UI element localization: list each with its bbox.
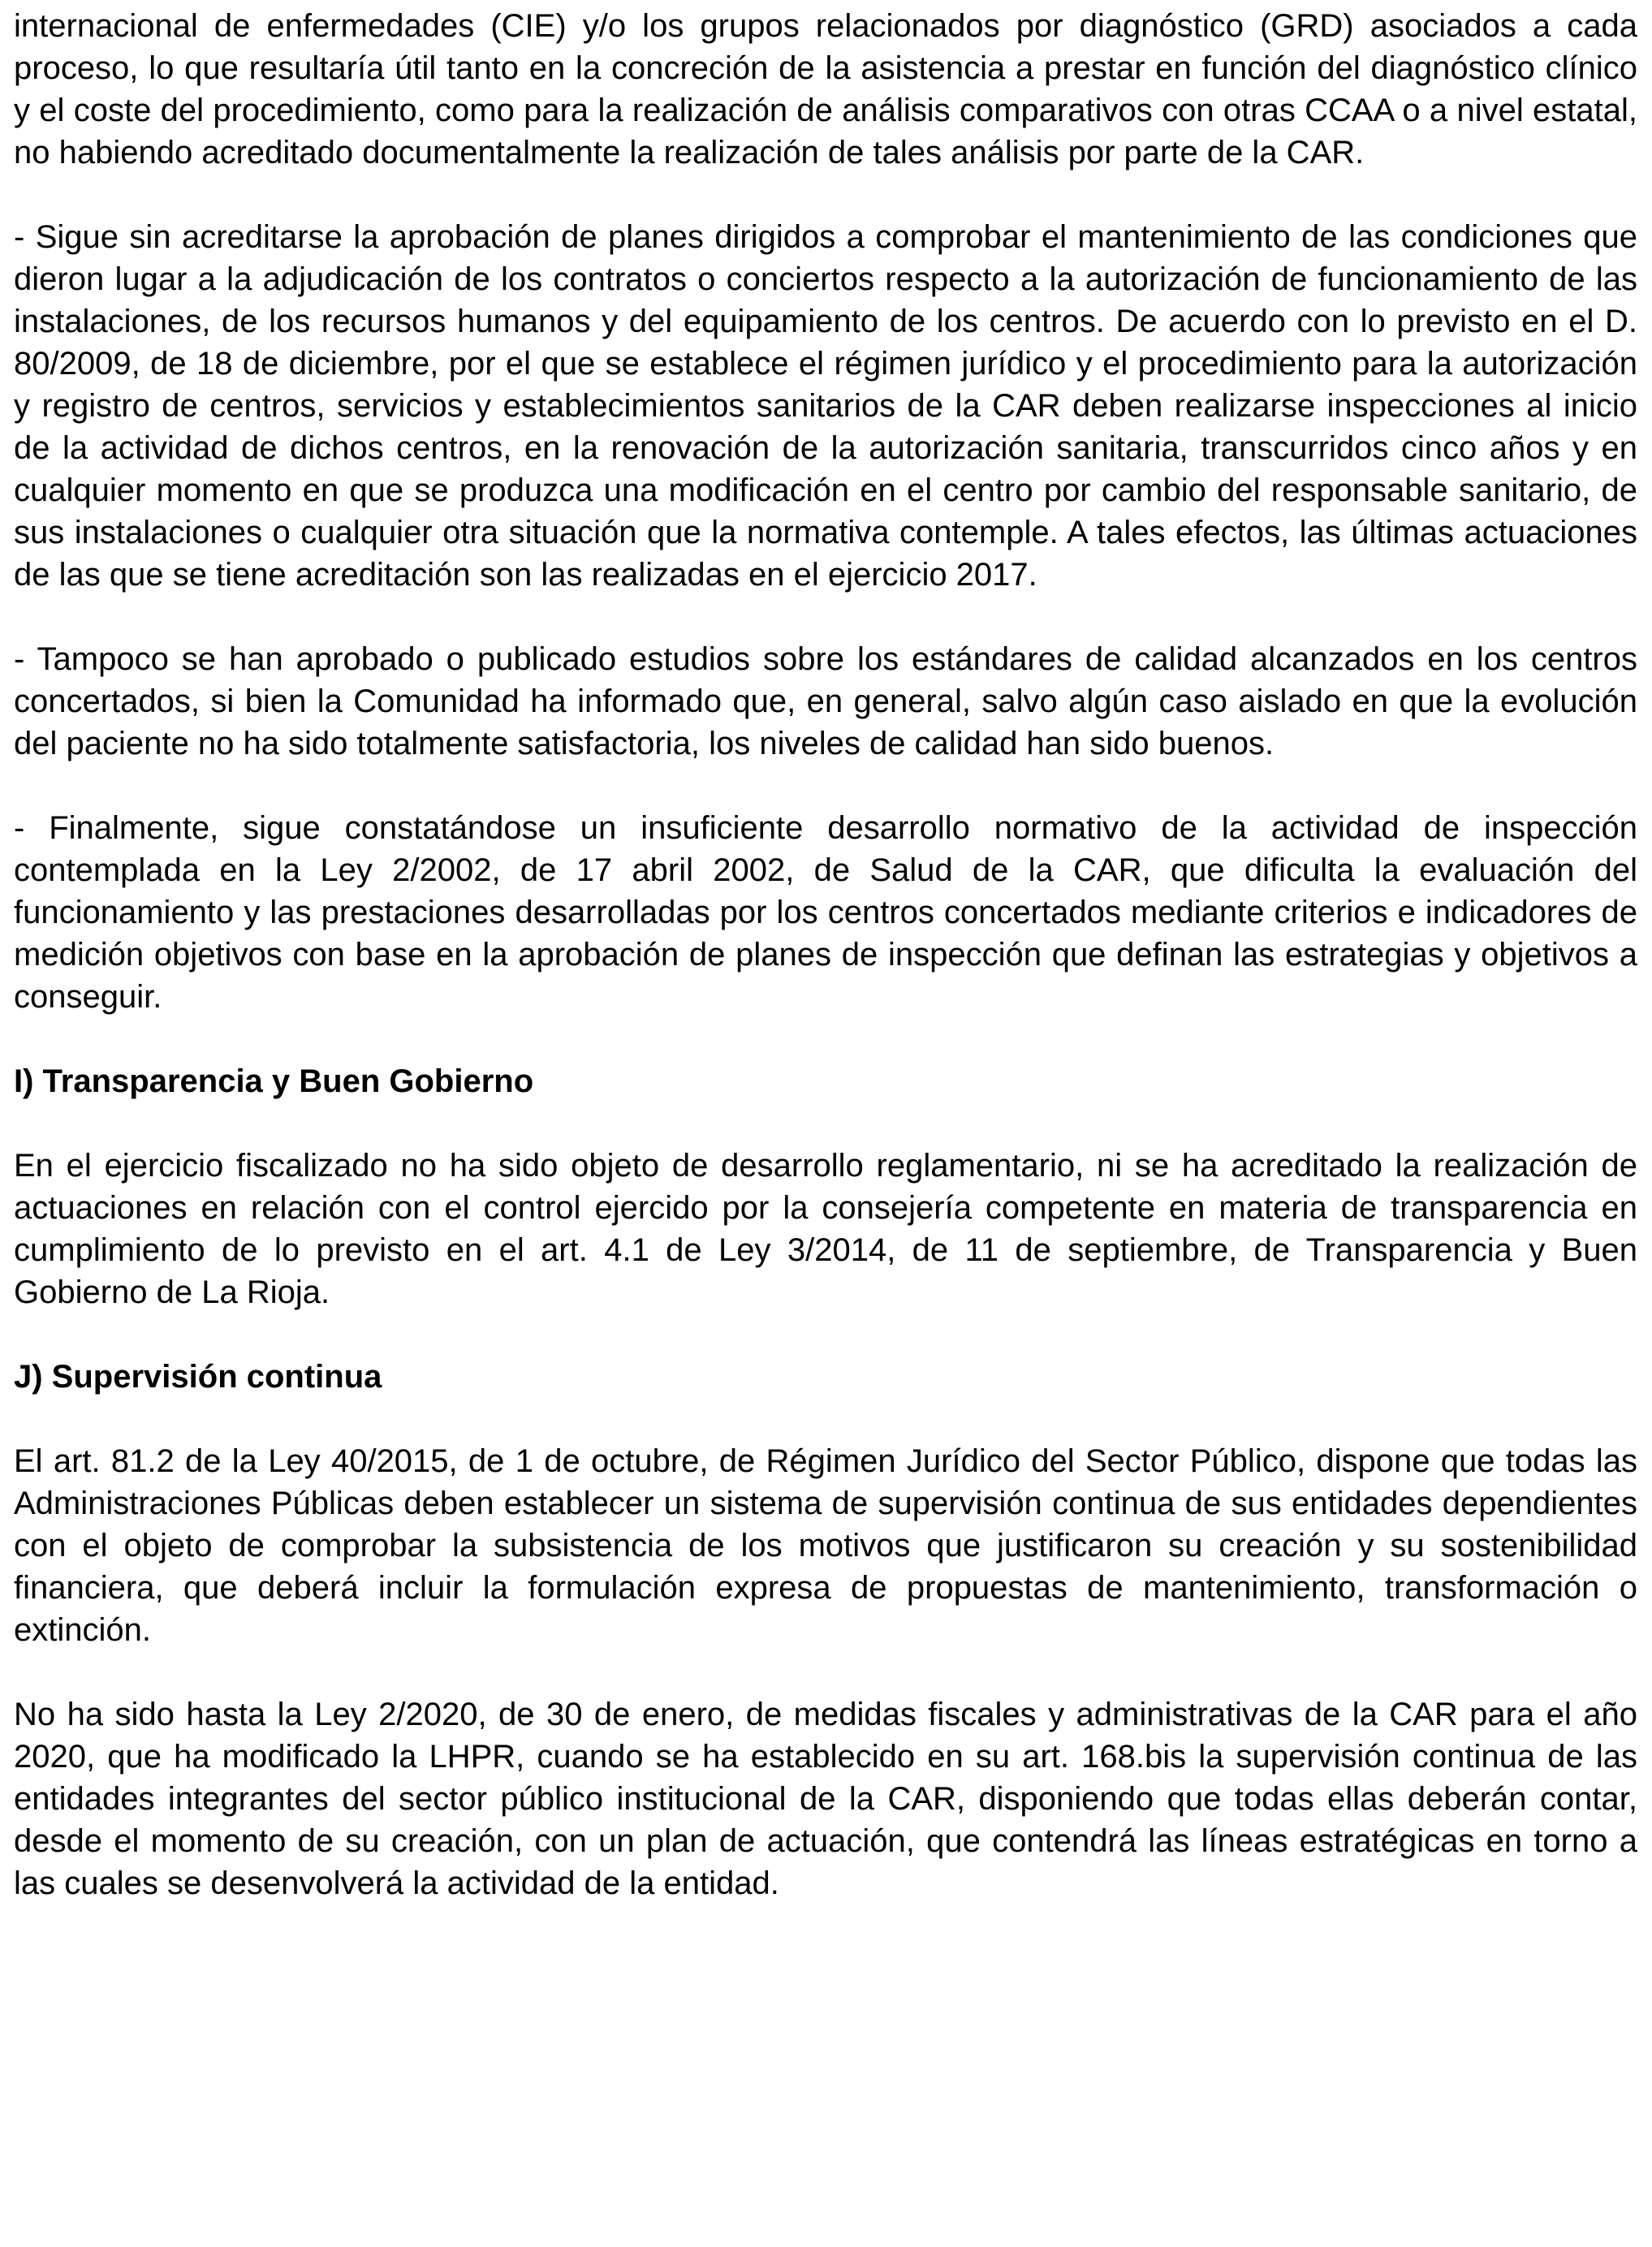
paragraph-estandares-calidad: - Tampoco se han aprobado o publicado estudios sobre los estándares de calidad alcanzados en los centros concertados, si bien la Comunidad ha informado que, en general, salvo algún caso aislado en que la evolución del paciente no ha sido totalmente satisfactoria, los niveles de calidad han sido buenos. (14, 641, 1637, 761)
heading-transparencia: I) Transparencia y Buen Gobierno (14, 1063, 534, 1099)
paragraph-planes-inspeccion: - Sigue sin acreditarse la aprobación de planes dirigidos a comprobar el mantenimiento de las condiciones que dieron lugar a la adjudicación de los contratos o conciertos respecto a la autorización de funcionamiento de las instalaciones, de los recursos humanos y del equipamiento de los centros. De acuerdo con lo previsto en el D. 80/2009, de 18 de diciembre, por el que se establece el régimen jurídico y el procedimiento para la autorización y registro de centros, servicios y establecimientos sanitarios de la CAR deben realizarse inspecciones al inicio de la actividad de dichos centros, en la renovación de la autorización sanitaria, transcurridos cinco años y en cualquier momento en que se produzca una modificación en el centro por cambio del responsable sanitario, de sus instalaciones o cualquier otra situación que la normativa contemple. A tales efectos, las últimas actuaciones de las que se tiene acreditación son las realizadas en el ejercicio 2017. (14, 219, 1637, 593)
paragraph-transparencia: En el ejercicio fiscalizado no ha sido objeto de desarrollo reglamentario, ni se ha acreditado la realización de actuaciones en relación con el control ejercido por la consejería competente en materia de transparencia en cumplimiento de lo previsto en el art. 4.1 de Ley 3/2014, de 11 de septiembre, de Transparencia y Buen Gobierno de La Rioja. (14, 1148, 1637, 1310)
document-page (14, 5, 1637, 1947)
paragraph-ley-2-2020: No ha sido hasta la Ley 2/2020, de 30 de enero, de medidas fiscales y administrativas de la CAR para el año 2020, que ha modificado la LHPR, cuando se ha establecido en su art. 168.bis la supervisión continua de las entidades integrantes del sector público institucional de la CAR, disponiendo que todas ellas deberán contar, desde el momento de su creación, con un plan de actuación, que contendrá las líneas estratégicas en torno a las cuales se desenvolverá la actividad de la entidad. (14, 1697, 1637, 1901)
paragraph-ley-40-2015: El art. 81.2 de la Ley 40/2015, de 1 de octubre, de Régimen Jurídico del Sector Público, dispone que todas las Administraciones Públicas deben establecer un sistema de supervisión continua de sus entidades dependientes con el objeto de comprobar la subsistencia de los motivos que justificaron su creación y su sostenibilidad financiera, que deberá incluir la formulación expresa de propuestas de mantenimiento, transformación o extinción. (14, 1443, 1637, 1648)
paragraph-desarrollo-normativo: - Finalmente, sigue constatándose un insuficiente desarrollo normativo de la actividad de inspección contemplada en la Ley 2/2002, de 17 abril 2002, de Salud de la CAR, que dificulta la evaluación del funcionamiento y las prestaciones desarrolladas por los centros concertados mediante criterios e indicadores de medición objetivos con base en la aprobación de planes de inspección que definan las estrategias y objetivos a conseguir. (14, 810, 1637, 1015)
heading-supervision-continua: J) Supervisión continua (14, 1359, 382, 1395)
paragraph-cie-grd: internacional de enfermedades (CIE) y/o los grupos relacionados por diagnóstico (GRD) asociados a cada proceso, lo que resultaría útil tanto en la concreción de la asistencia a prestar en función del diagnóstico clínico y el coste del procedimiento, como para la realización de análisis comparativos con otras CCAA o a nivel estatal, no habiendo acreditado documentalmente la realización de tales análisis por parte de la CAR. (14, 8, 1637, 170)
